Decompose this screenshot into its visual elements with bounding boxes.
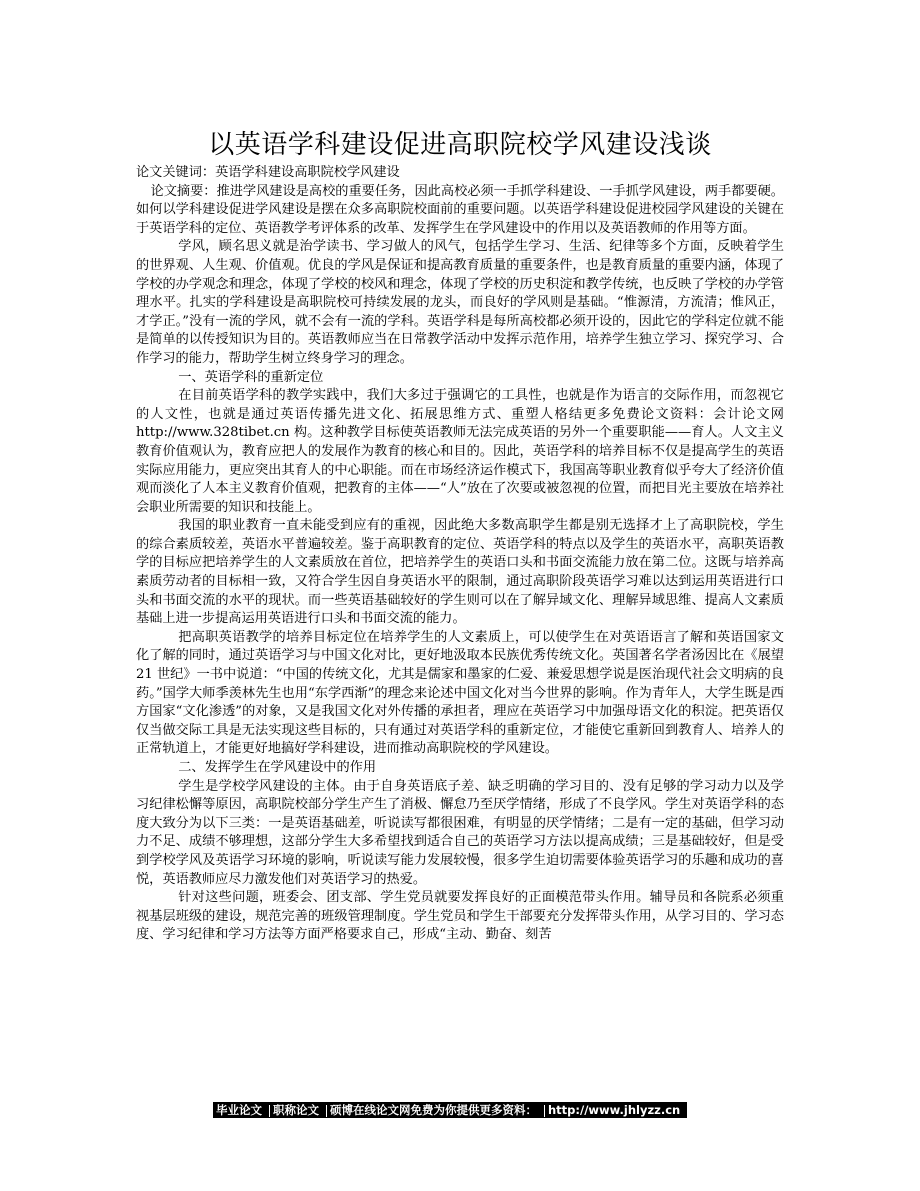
footer-divider <box>544 1105 545 1117</box>
footer-divider <box>269 1105 270 1117</box>
abstract-paragraph: 论文摘要：推进学风建设是高校的重要任务，因此高校必须一手抓学科建设、一手抓学风建设，两手都要硬。如何以学科建设促进学风建设是摆在众多高职院校面前的重要问题。以英语学科建设促进校园学风建设的关键在于英语学科的定位、英语教学考评体系的改革、发挥学生在学风建设中的作用以及英语教师的作用等方面。 <box>136 183 784 236</box>
section-1-heading: 一、英语学科的重新定位 <box>178 369 324 385</box>
document-page <box>136 128 784 945</box>
section-2-heading: 二、发挥学生在学风建设中的作用 <box>178 760 377 775</box>
section-1-paragraph-3: 把高职英语教学的培养目标定位在培养学生的人文素质上，可以使学生在对英语语言了解和英语国家文化了解的同时，通过英语学习与中国文化对比，更好地汲取本民族优秀传统文化。英国著名学者汤因比在《展望 21 世纪》一书中说道：“中国的传统文化，尤其是儒家和墨家的仁爱、兼爱思想学说是医治现代社会文明病的良药。”国学大师季羡林先生也用“东学西渐”的理念来论述中国文化对当今世界的影响。作为青年人，大学生既是西方国家“文化渗透”的对象，又是我国文化对外传播的承担者，理应在英语学习中加强母语文化的积淀。把英语仅仅当做交际工具是无法实现这些目标的，只有通过对英语学科的重新定位，才能使它重新回到教育人、培养人的正常轨道上，才能更好地搞好学科建设，进而推动高职院校的学风建设。 <box>136 629 784 757</box>
footer-url-link[interactable]: http://www.jhlyzz.cn <box>548 1103 681 1117</box>
footer-promo-text: 硕博在线论文网免费为你提供更多资料： <box>330 1103 537 1117</box>
footer-banner <box>213 1102 687 1118</box>
section-1-paragraph-1: 在目前英语学科的教学实践中，我们大多过于强调它的工具性，也就是作为语言的交际作用，而忽视它的人文性，也就是通过英语传播先进文化、拓展思维方式、重塑人格结更多免费论文资料：会计论文网 http://www.328tibet.cn 构。这种教学目标使英语教师无法完成英语的另外一个重要职能——育人。人文主义教育价值观认为，教育应把人的发展作为教育的核心和目的。因此，英语学科的培养目标不仅是提高学生的英语实际应用能力，更应突出其育人的中心职能。而在市场经济运作模式下，我国高等职业教育似乎夸大了经济价值观而淡化了人本主义教育价值观，把教育的主体——“人”放在了次要或被忽视的位置，而把目光主要放在培养社会职业所需要的知识和技能上。 <box>136 388 784 515</box>
footer-divider <box>326 1105 327 1117</box>
section-2-paragraph-2: 针对这些问题，班委会、团支部、学生党员就要发挥良好的正面模范带头作用。辅导员和各院系必须重视基层班级的建设，规范完善的班级管理制度。学生党员和学生干部要充分发挥带头作用，从学习目的、学习态度、学习纪律和学习方法等方面严格要求自己，形成“主动、勤奋、刻苦 <box>136 890 784 943</box>
footer-link-title-thesis[interactable]: 职称论文 <box>273 1103 319 1117</box>
keywords-line: 论文关键词：英语学科建设高职院校学风建设 <box>136 165 400 180</box>
footer-link-graduation-thesis[interactable]: 毕业论文 <box>216 1103 262 1117</box>
section-2-paragraph-1: 学生是学校学风建设的主体。由于自身英语底子差、缺乏明确的学习目的、没有足够的学习动力以及学习纪律松懈等原因，高职院校部分学生产生了消极、懈怠乃至厌学情绪，形成了不良学风。学生对英语学科的态度大致分为以下三类：一是英语基础差，听说读写都很困难，有明显的厌学情绪；二是有一定的基础，但学习动力不足、成绩不够理想，这部分学生大多希望找到适合自己的英语学习方法以提高成绩；三是基础较好，但是受到学校学风及英语学习环境的影响，听说读写能力发展较慢，很多学生迫切需要体验英语学习的乐趣和成功的喜悦，英语教师应尽力激发他们对英语学习的热爱。 <box>136 778 784 887</box>
section-1-paragraph-2: 我国的职业教育一直未能受到应有的重视，因此绝大多数高职学生都是别无选择才上了高职院校，学生的综合素质较差，英语水平普遍较差。鉴于高职教育的定位、英语学科的特点以及学生的英语水平，高职英语教学的目标应把培养学生的人文素质放在首位，把培养学生的英语口头和书面交流能力放在第二位。这既与培养高素质劳动者的目标相一致，又符合学生因自身英语水平的限制，通过高职阶段英语学习难以达到运用英语进行口头和书面交流的水平的现状。而一些英语基础较好的学生则可以在了解异域文化、理解异域思维、提高人文素质基础上进一步提高运用英语进行口头和书面交流的能力。 <box>136 518 784 627</box>
intro-paragraph: 学风，顾名思义就是治学读书、学习做人的风气，包括学生学习、生活、纪律等多个方面，反映着学生的世界观、人生观、价值观。优良的学风是保证和提高教育质量的重要条件，也是教育质量的重要内涵，体现了学校的办学观念和理念，体现了学校的校风和理念，体现了学校的历史积淀和教学传统，也反映了学校的办学管理水平。扎实的学科建设是高职院校可持续发展的龙头，而良好的学风则是基础。“惟源清，方流清；惟风正，才学正。”没有一流的学风，就不会有一流的学科。英语学科是每所高校都必须开设的，因此它的学科定位就不能是简单的以传授知识为目的。英语教师应当在日常教学活动中发挥示范作用，培养学生独立学习、探究学习、合作学习的能力，帮助学生树立终身学习的理念。 <box>136 239 784 366</box>
paper-title: 以英语学科建设促进高职院校学风建设浅谈 <box>208 130 712 160</box>
